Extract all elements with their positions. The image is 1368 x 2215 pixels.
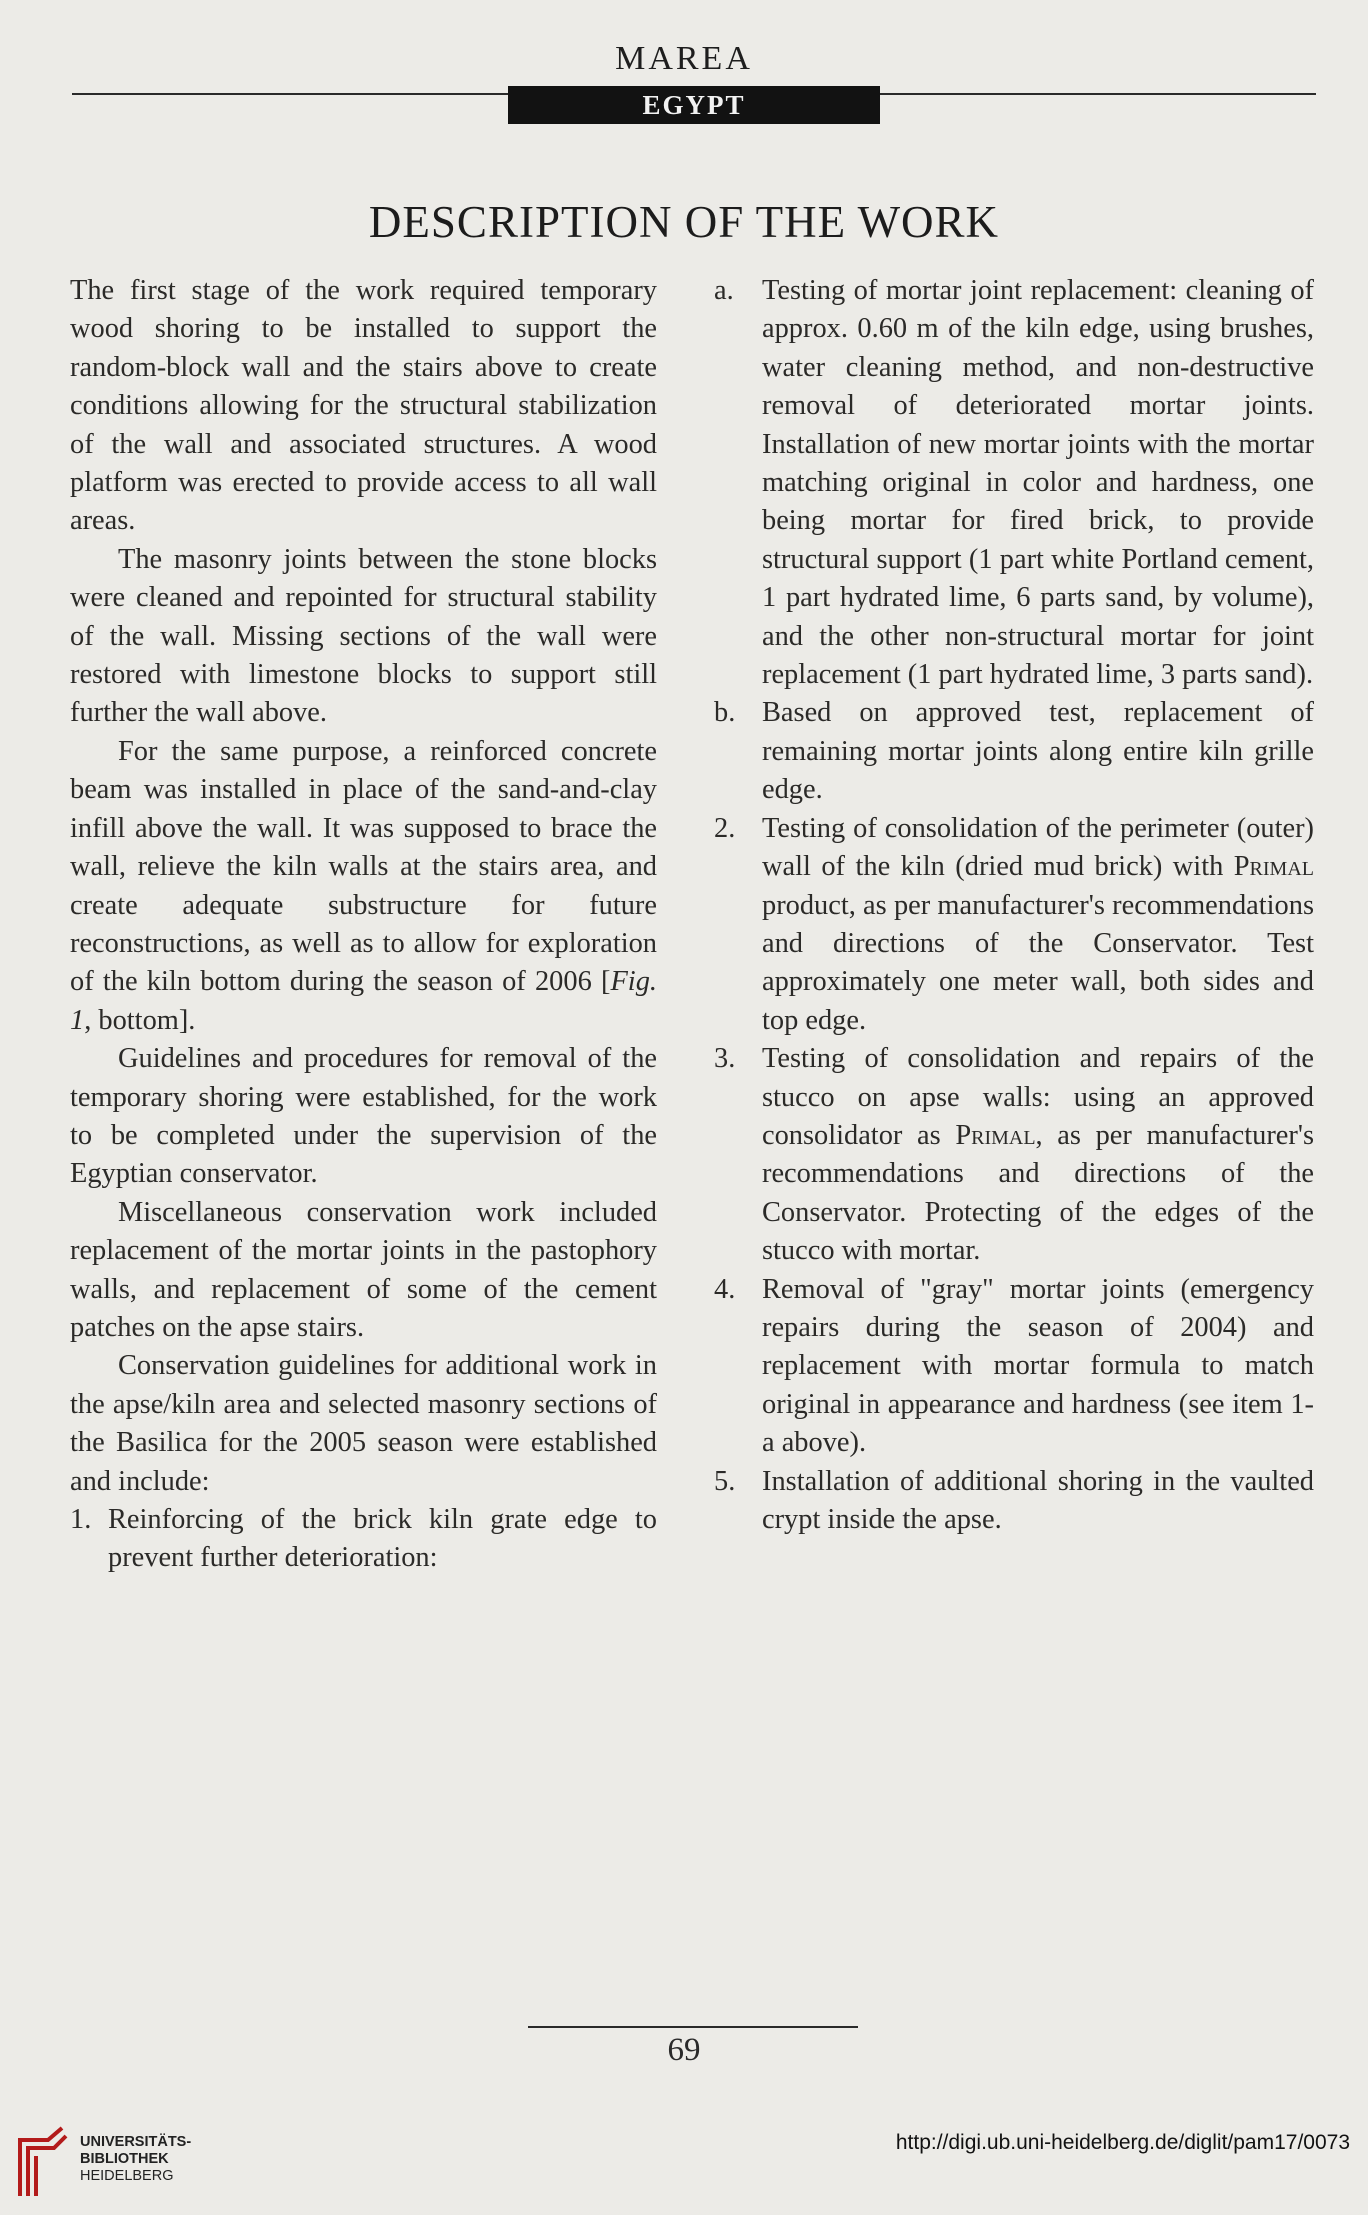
footer-rule <box>528 2026 858 2028</box>
paragraph: The first stage of the work required temporary wood shoring to be installed to support the random-block wall and the stairs above to create conditions allowing for the structural stabilization of the wall and associated structures. A wood platform was erected to provide access to all wall areas. <box>70 275 657 537</box>
list-item-text: Testing of mortar joint replacement: cleaning of approx. 0.60 m of the kiln edge, using brushes, water cleaning method, and non-destructive removal of deteriorated mortar joints. Installation of new mortar joints with the mortar matching original in color and hardness, one being mortar for fired brick, to provide structural support (1 part white Portland cement, 1 part hydrated lime, 6 parts sand, by volume), and the other non-structural mortar for joint replacement (1 part hydrated lime, 3 parts sand). <box>762 275 1314 691</box>
list-item-text: product, as per manufacturer's recommendations and directions of the Conservator. Test approximately one meter wall, both sides and top edge. <box>762 889 1314 1036</box>
list-item-text: Testing of consolidation of the perimeter (outer) wall of the kiln (dried mud brick) with <box>762 812 1314 883</box>
list-item-text: Installation of additional shoring in the vaulted crypt inside the apse. <box>762 1465 1314 1535</box>
source-url-link[interactable]: http://digi.ub.uni-heidelberg.de/diglit/pam17/0073 <box>895 2131 1350 2154</box>
list-marker: 3. <box>714 1043 736 1075</box>
list-marker: 1. <box>70 1504 92 1535</box>
list-item <box>714 694 1314 809</box>
list-item <box>714 810 1314 1040</box>
paragraph-text: , bottom]. <box>84 1004 196 1036</box>
list-marker: a. <box>714 275 734 306</box>
page-title: DESCRIPTION OF THE WORK <box>368 197 1000 247</box>
paragraph: The masonry joints between the stone blocks were cleaned and repointed for structural stability of the wall. Missing sections of the wall were restored with limestone blocks to support still further the wall above. <box>70 543 657 729</box>
list-item-text: Based on approved test, replacement of remaining mortar joints along entire kiln grille edge. <box>762 697 1314 806</box>
list-item <box>714 1463 1314 1540</box>
right-column <box>714 272 1314 1539</box>
list-item-text: Removal of "gray" mortar joints (emergency repairs during the season of 2004) and replacement with mortar formula to match original in appearance and hardness (see item 1-a above). <box>762 1273 1314 1459</box>
page-number: 69 <box>667 2032 701 2068</box>
list-item-text: Testing of consolidation and repairs of the stucco on apse walls: using an approved consolidator as <box>762 1043 1314 1151</box>
logo-line: BIBLIOTHEK <box>80 2151 169 2167</box>
list-marker: b. <box>714 697 736 729</box>
product-name: Primal <box>955 1119 1036 1151</box>
logo-line: UNIVERSITÄTS- <box>80 2134 192 2150</box>
list-item <box>70 1501 657 1578</box>
list-item-text: Reinforcing of the brick kiln grate edge to prevent further deterioration: <box>108 1504 657 1574</box>
list-item <box>714 1271 1314 1463</box>
library-logo-icon <box>14 2126 70 2198</box>
list-item <box>714 272 1314 694</box>
paragraph: Miscellaneous conservation work included replacement of the mortar joints in the pastophory walls, and replacement of some of the cement patches on the apse stairs. <box>70 1196 657 1343</box>
left-column <box>70 272 657 1578</box>
library-logo <box>14 2124 192 2204</box>
product-name: Primal <box>1233 851 1314 883</box>
logo-line: HEIDELBERG <box>80 2168 174 2184</box>
paragraph: Guidelines and procedures for removal of the temporary shoring were established, for the work to be completed under the supervision of the Egyptian conservator. <box>70 1043 657 1190</box>
list-item <box>714 1040 1314 1270</box>
library-logo-text <box>80 2134 191 2185</box>
list-marker: 2. <box>714 812 736 844</box>
paragraph <box>70 733 657 1040</box>
list-marker: 5. <box>714 1465 736 1497</box>
list-marker: 4. <box>714 1273 736 1305</box>
figure-reference: Fig. 1 <box>70 966 657 1036</box>
paragraph-text: For the same purpose, a reinforced concrete beam was installed in place of the sand-and-clay infill above the wall. It was supposed to brace the wall, relieve the kiln walls at the stairs area, and create adequate substructure for future reconstructions, as well as to allow for exploration of the kiln bottom during the season of 2006 [ <box>70 735 657 998</box>
section-label-bar: EGYPT <box>508 86 880 124</box>
running-header-title: MAREA <box>615 40 753 77</box>
paragraph: Conservation guidelines for additional work in the apse/kiln area and selected masonry sections of the Basilica for the 2005 season were established and include: <box>70 1350 657 1497</box>
list-item-text: , as per manufacturer's recommendations and directions of the Conservator. Protecting of the edges of the stucco with mortar. <box>762 1119 1314 1267</box>
